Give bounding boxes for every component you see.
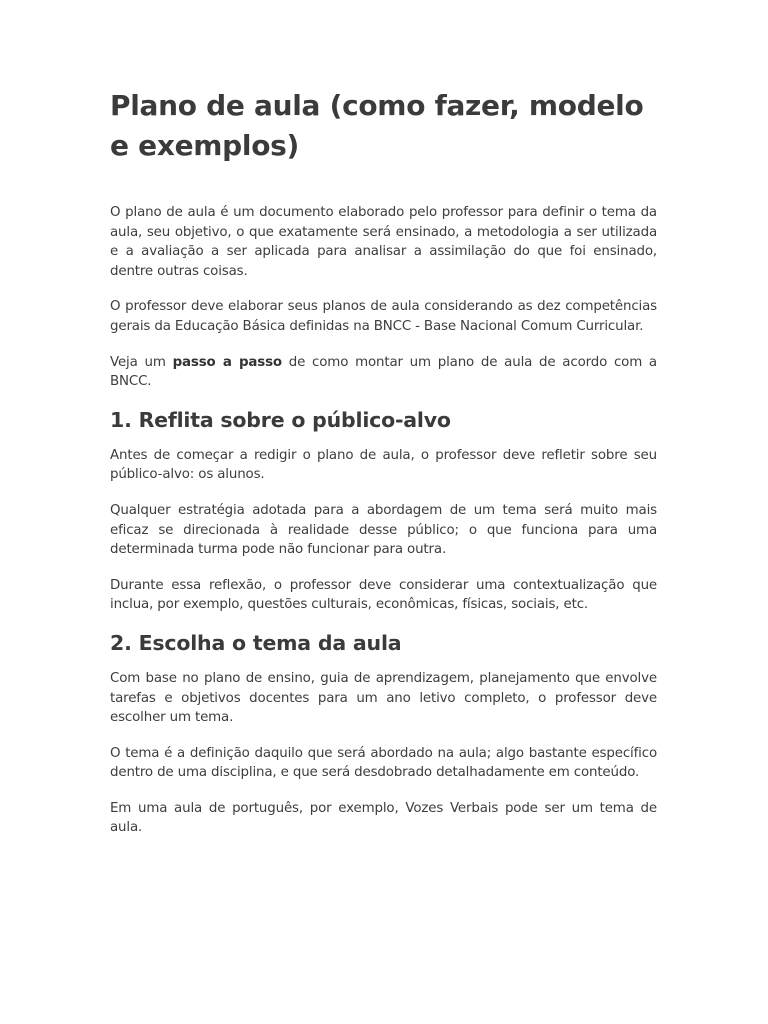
section-2-heading: 2. Escolha o tema da aula bbox=[110, 630, 402, 655]
section-1-paragraph-1: Antes de começar a redigir o plano de aula, o professor deve refletir sobre seu público-alvo: os alunos. bbox=[110, 447, 657, 483]
section-1-paragraph-2: Qualquer estratégia adotada para a abordagem de um tema será muito mais eficaz se direcionada à realidade desse público; o que funciona para uma determinada turma pode não funcionar para outra. bbox=[110, 502, 657, 558]
document-title: Plano de aula (como fazer, modelo e exemplos) bbox=[110, 89, 644, 162]
steps-intro-after: de como montar um plano de aula de acordo com a BNCC. bbox=[110, 354, 657, 390]
intro-paragraph-1: O plano de aula é um documento elaborado pelo professor para definir o tema da aula, seu objetivo, o que exatamente será ensinado, a metodologia a ser utilizada e a avaliação a ser aplicada para analisar a assimilação do que foi ensinado, dentre outras coisas. bbox=[110, 205, 657, 279]
section-1-heading: 1. Reflita sobre o público-alvo bbox=[110, 407, 451, 432]
section-2-paragraph-1: Com base no plano de ensino, guia de aprendizagem, planejamento que envolve tarefas e objetivos docentes para um ano letivo completo, o professor deve escolher um tema. bbox=[110, 670, 657, 726]
document-page bbox=[110, 86, 657, 854]
section-2-paragraph-2: O tema é a definição daquilo que será abordado na aula; algo bastante específico dentro de uma disciplina, e que será desdobrado detalhadamente em conteúdo. bbox=[110, 745, 657, 781]
section-1-paragraph-3: Durante essa reflexão, o professor deve considerar uma contextualização que inclua, por exemplo, questões culturais, econômicas, físicas, sociais, etc. bbox=[110, 577, 657, 613]
steps-intro-before: Veja um bbox=[110, 354, 173, 370]
section-2-paragraph-3: Em uma aula de português, por exemplo, Vozes Verbais pode ser um tema de aula. bbox=[110, 800, 657, 836]
steps-intro-bold: passo a passo bbox=[172, 354, 282, 370]
steps-intro-paragraph bbox=[110, 353, 657, 392]
intro-paragraph-2: O professor deve elaborar seus planos de aula considerando as dez competências gerais da Educação Básica definidas na BNCC - Base Nacional Comum Curricular. bbox=[110, 299, 657, 334]
